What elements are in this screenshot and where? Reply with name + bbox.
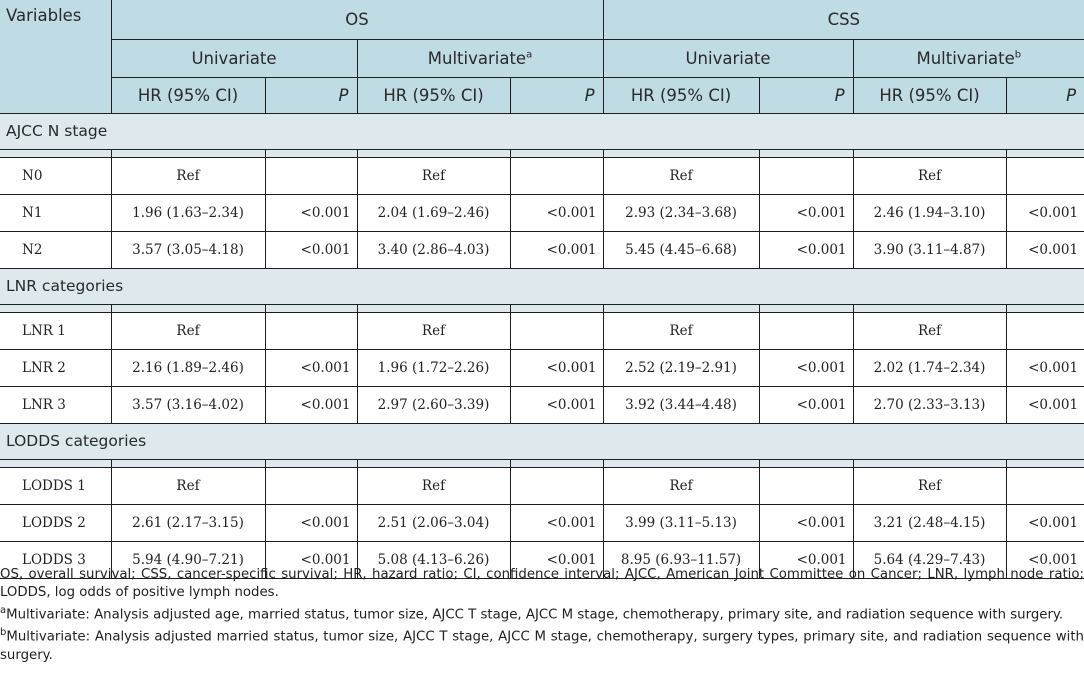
footnotes (0, 566, 1084, 665)
p-value-cell: <0.001 (265, 541, 357, 578)
spacer-cell (1006, 459, 1084, 467)
section-row (0, 268, 1084, 304)
row-label: LODDS 3 (0, 541, 111, 578)
p-header: P (265, 77, 357, 113)
table-row (0, 157, 1084, 194)
hr-cell: 2.04 (1.69–2.46) (357, 194, 510, 231)
section-spacer (0, 304, 1084, 312)
hr-cell: 2.52 (2.19–2.91) (603, 349, 759, 386)
p-value-cell: <0.001 (1006, 231, 1084, 268)
hr-cell: 3.57 (3.16–4.02) (111, 386, 265, 423)
p-value-cell (510, 157, 603, 194)
footnote-a: $^a$Multivariate: Analysis adjusted age, married status, tumor size, AJCC T stage, AJCC M stage, chemotherapy, primary site, and radiation sequence with surgery. (0, 605, 1064, 623)
spacer-cell (357, 304, 510, 312)
hr-cell: Ref (111, 467, 265, 504)
spacer-cell (759, 459, 853, 467)
spacer-cell (265, 459, 357, 467)
hr-cell: Ref (357, 312, 510, 349)
hr-cell: 8.95 (6.93–11.57) (603, 541, 759, 578)
p-value-cell (265, 157, 357, 194)
css-multivariate-header: Multivariate$^b$ (853, 39, 1084, 77)
hr-cell: 3.21 (2.48–4.15) (853, 504, 1006, 541)
spacer-cell (853, 149, 1006, 157)
p-header: P (759, 77, 853, 113)
section-row (0, 423, 1084, 459)
table-row (0, 194, 1084, 231)
hr-cell: 2.16 (1.89–2.46) (111, 349, 265, 386)
table-row (0, 504, 1084, 541)
hr-cell: 2.61 (2.17–3.15) (111, 504, 265, 541)
hr-cell: 3.40 (2.86–4.03) (357, 231, 510, 268)
table-row (0, 467, 1084, 504)
p-value-cell: <0.001 (510, 386, 603, 423)
p-value-cell: <0.001 (759, 231, 853, 268)
row-label: LODDS 2 (0, 504, 111, 541)
p-value-cell: <0.001 (1006, 504, 1084, 541)
hr-cell: 5.64 (4.29–7.43) (853, 541, 1006, 578)
row-label: N1 (0, 194, 111, 231)
hr-cell: 1.96 (1.63–2.34) (111, 194, 265, 231)
hr-header: HR (95% CI) (111, 77, 265, 113)
p-header: P (1006, 77, 1084, 113)
p-value-cell: <0.001 (1006, 541, 1084, 578)
section-title: LNR categories (0, 268, 1084, 304)
table-body (0, 113, 1084, 578)
hr-cell: 2.46 (1.94–3.10) (853, 194, 1006, 231)
p-value-cell (1006, 312, 1084, 349)
hr-cell: 3.99 (3.11–5.13) (603, 504, 759, 541)
os-univariate-header: Univariate (111, 39, 357, 77)
spacer-cell (1006, 149, 1084, 157)
section-title: LODDS categories (0, 423, 1084, 459)
spacer-cell (1006, 304, 1084, 312)
p-value-cell: <0.001 (759, 194, 853, 231)
hr-cell: Ref (111, 157, 265, 194)
hr-cell: 3.90 (3.11–4.87) (853, 231, 1006, 268)
spacer-cell (0, 149, 111, 157)
p-value-cell: <0.001 (265, 194, 357, 231)
footnote-b: $^b$Multivariate: Analysis adjusted married status, tumor size, AJCC T stage, AJCC M stage, chemotherapy, surgery types, primary site, and radiation sequence with surgery. (0, 627, 1084, 663)
row-label: LODDS 1 (0, 467, 111, 504)
spacer-cell (853, 459, 1006, 467)
hr-cell: 2.93 (2.34–3.68) (603, 194, 759, 231)
p-value-cell: <0.001 (510, 194, 603, 231)
section-title: AJCC N stage (0, 113, 1084, 149)
spacer-cell (111, 459, 265, 467)
spacer-cell (111, 304, 265, 312)
spacer-cell (510, 304, 603, 312)
spacer-cell (759, 304, 853, 312)
p-value-cell (510, 467, 603, 504)
p-value-cell: <0.001 (1006, 194, 1084, 231)
p-value-cell: <0.001 (1006, 386, 1084, 423)
hr-cell: 5.45 (4.45–6.68) (603, 231, 759, 268)
hr-cell: 2.70 (2.33–3.13) (853, 386, 1006, 423)
hr-cell: 2.02 (1.74–2.34) (853, 349, 1006, 386)
p-value-cell: <0.001 (510, 349, 603, 386)
hr-cell: 2.51 (2.06–3.04) (357, 504, 510, 541)
p-header: P (510, 77, 603, 113)
p-value-cell: <0.001 (759, 386, 853, 423)
section-row (0, 113, 1084, 149)
hr-cell: Ref (603, 312, 759, 349)
spacer-cell (759, 149, 853, 157)
section-spacer (0, 149, 1084, 157)
hr-cell: Ref (357, 467, 510, 504)
hr-header: HR (95% CI) (357, 77, 510, 113)
hr-cell: 1.96 (1.72–2.26) (357, 349, 510, 386)
hr-cell: 5.08 (4.13–6.26) (357, 541, 510, 578)
p-value-cell: <0.001 (265, 349, 357, 386)
section-spacer (0, 459, 1084, 467)
p-value-cell: <0.001 (759, 504, 853, 541)
spacer-cell (357, 459, 510, 467)
spacer-cell (603, 304, 759, 312)
p-value-cell (510, 312, 603, 349)
spacer-cell (357, 149, 510, 157)
hr-header: HR (95% CI) (853, 77, 1006, 113)
spacer-cell (603, 149, 759, 157)
row-label: LNR 3 (0, 386, 111, 423)
p-value-cell: <0.001 (510, 504, 603, 541)
table-row (0, 312, 1084, 349)
p-value-cell (759, 312, 853, 349)
p-value-cell (265, 467, 357, 504)
spacer-cell (603, 459, 759, 467)
p-value-cell (1006, 467, 1084, 504)
os-multivariate-header: Multivariate$^a$ (357, 39, 603, 77)
hr-cell: Ref (603, 467, 759, 504)
hr-cell: Ref (603, 157, 759, 194)
p-value-cell: <0.001 (510, 231, 603, 268)
table-row (0, 231, 1084, 268)
p-value-cell: <0.001 (759, 541, 853, 578)
css-univariate-header: Univariate (603, 39, 853, 77)
spacer-cell (265, 149, 357, 157)
p-value-cell: <0.001 (1006, 349, 1084, 386)
spacer-cell (853, 304, 1006, 312)
table-row (0, 386, 1084, 423)
p-value-cell (759, 467, 853, 504)
spacer-cell (510, 459, 603, 467)
hr-cell: 3.57 (3.05–4.18) (111, 231, 265, 268)
hr-cell: Ref (853, 157, 1006, 194)
p-value-cell: <0.001 (265, 504, 357, 541)
hr-cell: 3.92 (3.44–4.48) (603, 386, 759, 423)
p-value-cell (1006, 157, 1084, 194)
row-label: N0 (0, 157, 111, 194)
p-value-cell (265, 312, 357, 349)
spacer-cell (0, 304, 111, 312)
p-value-cell (759, 157, 853, 194)
hr-cell: Ref (111, 312, 265, 349)
row-label: LNR 2 (0, 349, 111, 386)
header-row-analysis (0, 39, 1084, 77)
p-value-cell: <0.001 (510, 541, 603, 578)
hr-cell: Ref (357, 157, 510, 194)
p-value-cell: <0.001 (265, 231, 357, 268)
spacer-cell (111, 149, 265, 157)
os-header: OS (111, 0, 603, 39)
hr-cell: 5.94 (4.90–7.21) (111, 541, 265, 578)
variables-header: Variables (0, 0, 111, 113)
spacer-cell (0, 459, 111, 467)
header-row-groups (0, 0, 1084, 39)
abbreviations-note: OS, overall survival; CSS, cancer-specific survival; HR, hazard ratio; CI, confidence interval; AJCC, American Joint Committee on Cancer; LNR, lymph node ratio; LODDS, log odds of positive lymph nodes. (0, 567, 1084, 600)
hr-header: HR (95% CI) (603, 77, 759, 113)
row-label: N2 (0, 231, 111, 268)
hr-cell: 2.97 (2.60–3.39) (357, 386, 510, 423)
table-row (0, 349, 1084, 386)
hr-cell: Ref (853, 312, 1006, 349)
css-header: CSS (603, 0, 1084, 39)
hr-cell: Ref (853, 467, 1006, 504)
header-row-measures (0, 77, 1084, 113)
spacer-cell (265, 304, 357, 312)
spacer-cell (510, 149, 603, 157)
p-value-cell: <0.001 (265, 386, 357, 423)
p-value-cell: <0.001 (759, 349, 853, 386)
row-label: LNR 1 (0, 312, 111, 349)
